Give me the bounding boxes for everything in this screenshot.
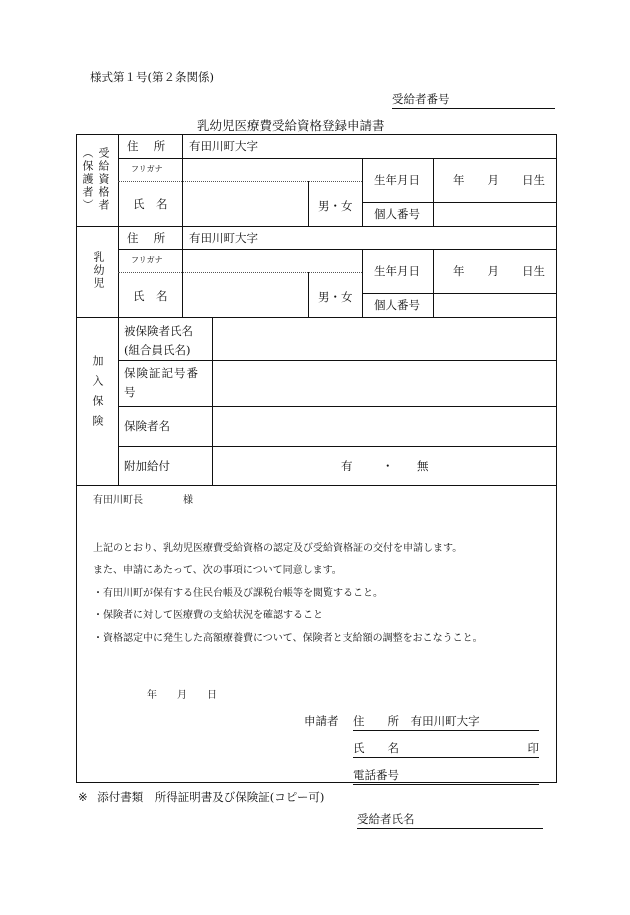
guardian-birth-label: 生年月日 bbox=[374, 173, 420, 187]
attachments-text: 添付書類 所得証明書及び保険証(コピー可) bbox=[97, 790, 325, 804]
guardian-name-label: 氏 名 bbox=[133, 197, 168, 211]
additional-benefit-yes[interactable]: 有 bbox=[341, 459, 353, 473]
additional-benefit-no[interactable]: 無 bbox=[417, 459, 429, 473]
page-title: 乳幼児医療費受給資格登録申請書 bbox=[197, 118, 385, 133]
consent-item-2: ・保険者に対して医療費の支給状況を確認すること bbox=[93, 610, 323, 621]
declaration-line-2: また、申請にあたって、次の事項について同意します。 bbox=[93, 565, 342, 576]
application-date[interactable]: 年 月 日 bbox=[147, 690, 217, 701]
additional-benefit-sep: ・ bbox=[382, 459, 394, 473]
insured-name-input[interactable] bbox=[213, 318, 556, 359]
recipient-number-label: 受給者番号 bbox=[392, 92, 450, 106]
infant-furigana-label: フリガナ bbox=[131, 255, 163, 265]
guardian-address-input[interactable]: 有田川町大字 bbox=[189, 139, 258, 153]
recipient-name-label: 受給者氏名 bbox=[357, 812, 415, 826]
infant-address-label: 住 所 bbox=[127, 231, 166, 245]
infant-id-input[interactable] bbox=[434, 294, 556, 316]
infant-address-input[interactable]: 有田川町大字 bbox=[189, 231, 258, 245]
applicant-name-field[interactable] bbox=[353, 740, 539, 758]
infant-id-label: 個人番号 bbox=[374, 298, 420, 312]
infant-name-label: 氏 名 bbox=[133, 289, 168, 303]
applicant-phone-field[interactable] bbox=[353, 767, 539, 785]
section-divider bbox=[77, 485, 556, 486]
note-mark: ※ bbox=[78, 790, 88, 804]
form-number: 様式第１号(第２条関係) bbox=[90, 70, 214, 84]
section-divider bbox=[77, 226, 556, 227]
attachments-note bbox=[78, 789, 324, 805]
guardian-sex-select[interactable]: 男・女 bbox=[318, 199, 353, 213]
infant-section-label: 乳幼児 bbox=[92, 251, 105, 290]
guardian-section-label: 受給資格者（保護者） bbox=[81, 147, 110, 212]
declaration-line-1: 上記のとおり、乳幼児医療費受給資格の認定及び受給資格証の交付を申請します。 bbox=[93, 543, 463, 554]
applicant-phone-label: 電話番号 bbox=[353, 768, 399, 782]
infant-name-input[interactable] bbox=[183, 273, 307, 316]
recipient-name-field[interactable] bbox=[357, 811, 543, 829]
applicant-label: 申請者 bbox=[304, 714, 339, 728]
guardian-address-label: 住 所 bbox=[127, 139, 166, 153]
cert-number-input[interactable] bbox=[213, 361, 556, 405]
insurer-label: 保険者名 bbox=[124, 419, 170, 433]
guardian-id-input[interactable] bbox=[434, 203, 556, 225]
application-form bbox=[76, 134, 557, 783]
infant-birth-label: 生年月日 bbox=[374, 264, 420, 278]
guardian-birth-input[interactable]: 年 月 日生 bbox=[453, 173, 545, 187]
guardian-furigana-input[interactable] bbox=[183, 159, 361, 180]
infant-sex-select[interactable]: 男・女 bbox=[318, 290, 353, 304]
applicant-name-label: 氏 名 bbox=[353, 741, 399, 755]
insured-name-label: 被保険者氏名 (組合員氏名) bbox=[124, 324, 193, 357]
addressee: 有田川町長 様 bbox=[93, 495, 193, 506]
infant-birth-input[interactable]: 年 月 日生 bbox=[453, 264, 545, 278]
additional-benefit-label: 附加給付 bbox=[124, 459, 170, 473]
recipient-number-field[interactable] bbox=[392, 91, 555, 109]
guardian-id-label: 個人番号 bbox=[374, 207, 420, 221]
guardian-furigana-label: フリガナ bbox=[131, 164, 163, 174]
infant-furigana-input[interactable] bbox=[183, 250, 361, 271]
seal-mark: 印 bbox=[527, 741, 539, 755]
insurance-section-label: 加入保険 bbox=[91, 355, 104, 435]
applicant-address-label: 住 所 bbox=[353, 714, 399, 728]
applicant-address-field[interactable] bbox=[353, 713, 539, 731]
consent-item-1: ・有田川町が保有する住民台帳及び課税台帳等を閲覧すること。 bbox=[93, 588, 383, 599]
guardian-name-input[interactable] bbox=[183, 182, 307, 225]
applicant-address-value: 有田川町大字 bbox=[410, 714, 480, 728]
consent-item-3: ・資格認定中に発生した高額療養費について、保険者と支給額の調整をおこなうこと。 bbox=[93, 633, 483, 644]
insurer-input[interactable] bbox=[213, 407, 556, 445]
label-column-line bbox=[118, 135, 119, 485]
cert-number-label: 保険証記号番 号 bbox=[124, 366, 199, 399]
